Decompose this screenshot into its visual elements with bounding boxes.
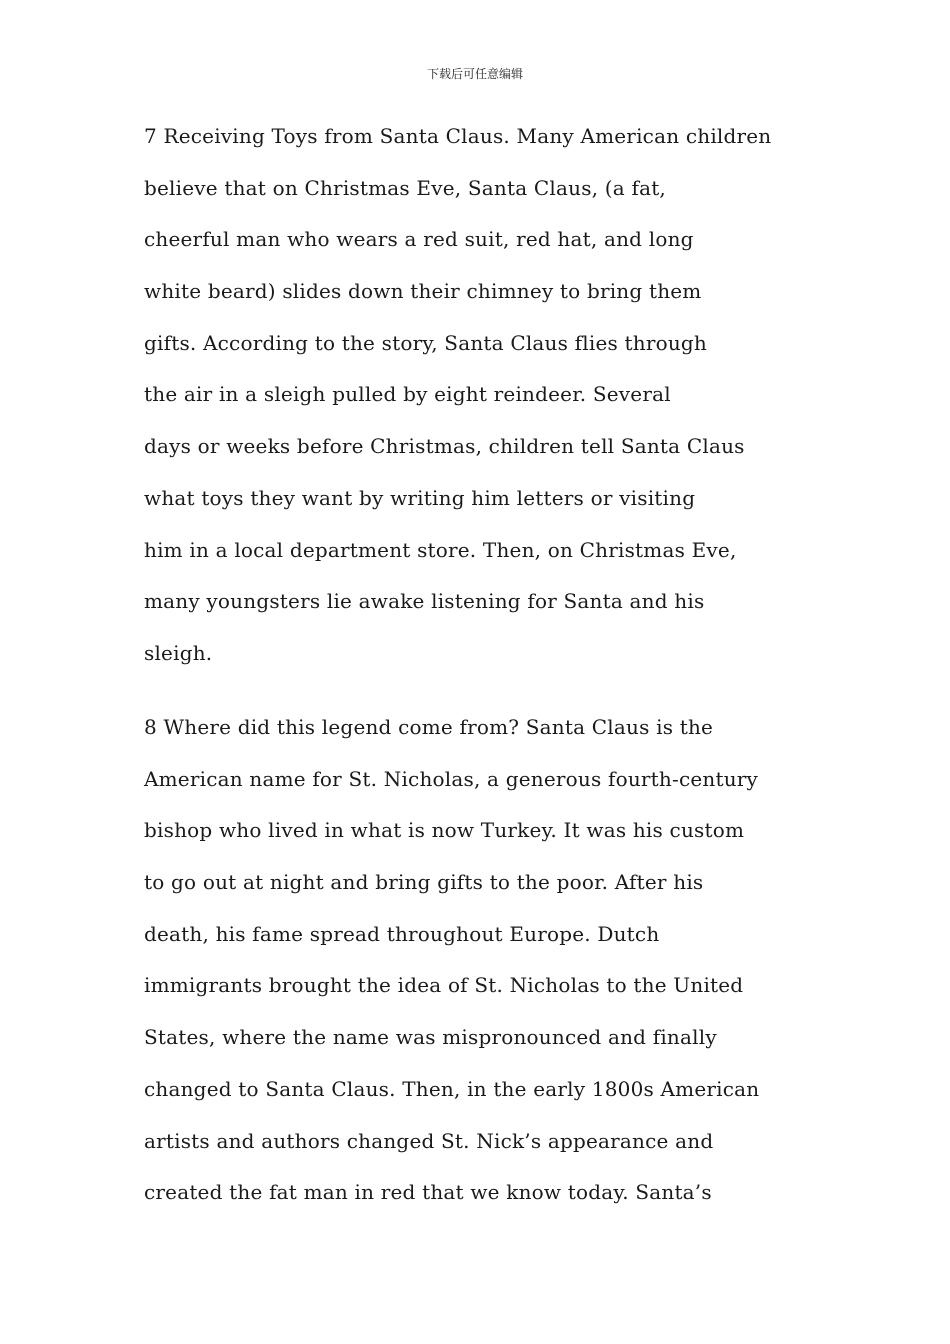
paragraph-7 [144, 111, 824, 680]
page-header: 下载后可任意编辑 [426, 67, 523, 81]
text-line: many youngsters lie awake listening for Santa and his [144, 589, 705, 614]
text-line: death, his fame spread throughout Europe. Dutch [144, 921, 660, 946]
text-line: gifts. According to the story, Santa Claus flies through [144, 330, 707, 355]
text-line: what toys they want by writing him letters or visiting [144, 485, 696, 510]
text-line: days or weeks before Christmas, children tell Santa Claus [144, 434, 745, 459]
text-line: believe that on Christmas Eve, Santa Claus, (a fat, [144, 175, 666, 200]
text-line: cheerful man who wears a red suit, red hat, and long [144, 227, 694, 252]
text-line: the air in a sleigh pulled by eight reindeer. Several [144, 382, 671, 407]
text-line: bishop who lived in what is now Turkey. It was his custom [144, 818, 745, 843]
text-line: sleigh. [144, 640, 213, 665]
text-line: immigrants brought the idea of St. Nicholas to the United [144, 973, 744, 998]
text-line: to go out at night and bring gifts to the poor. After his [144, 870, 704, 895]
text-line: changed to Santa Claus. Then, in the early 1800s American [144, 1076, 760, 1101]
text-line: States, where the name was mispronounced and finally [144, 1025, 717, 1050]
text-line: 7 Receiving Toys from Santa Claus. Many American children [144, 124, 772, 148]
text-line: artists and authors changed St. Nick’s appearance and [144, 1128, 714, 1153]
text-line: 8 Where did this legend come from? Santa Claus is the [144, 715, 714, 739]
text-line: created the fat man in red that we know today. Santa’s [144, 1180, 712, 1205]
text-line: him in a local department store. Then, on Christmas Eve, [144, 537, 737, 562]
paragraph-8 [144, 702, 824, 1219]
text-line: white beard) slides down their chimney to bring them [144, 279, 702, 304]
text-line: American name for St. Nicholas, a generous fourth-century [144, 766, 759, 791]
